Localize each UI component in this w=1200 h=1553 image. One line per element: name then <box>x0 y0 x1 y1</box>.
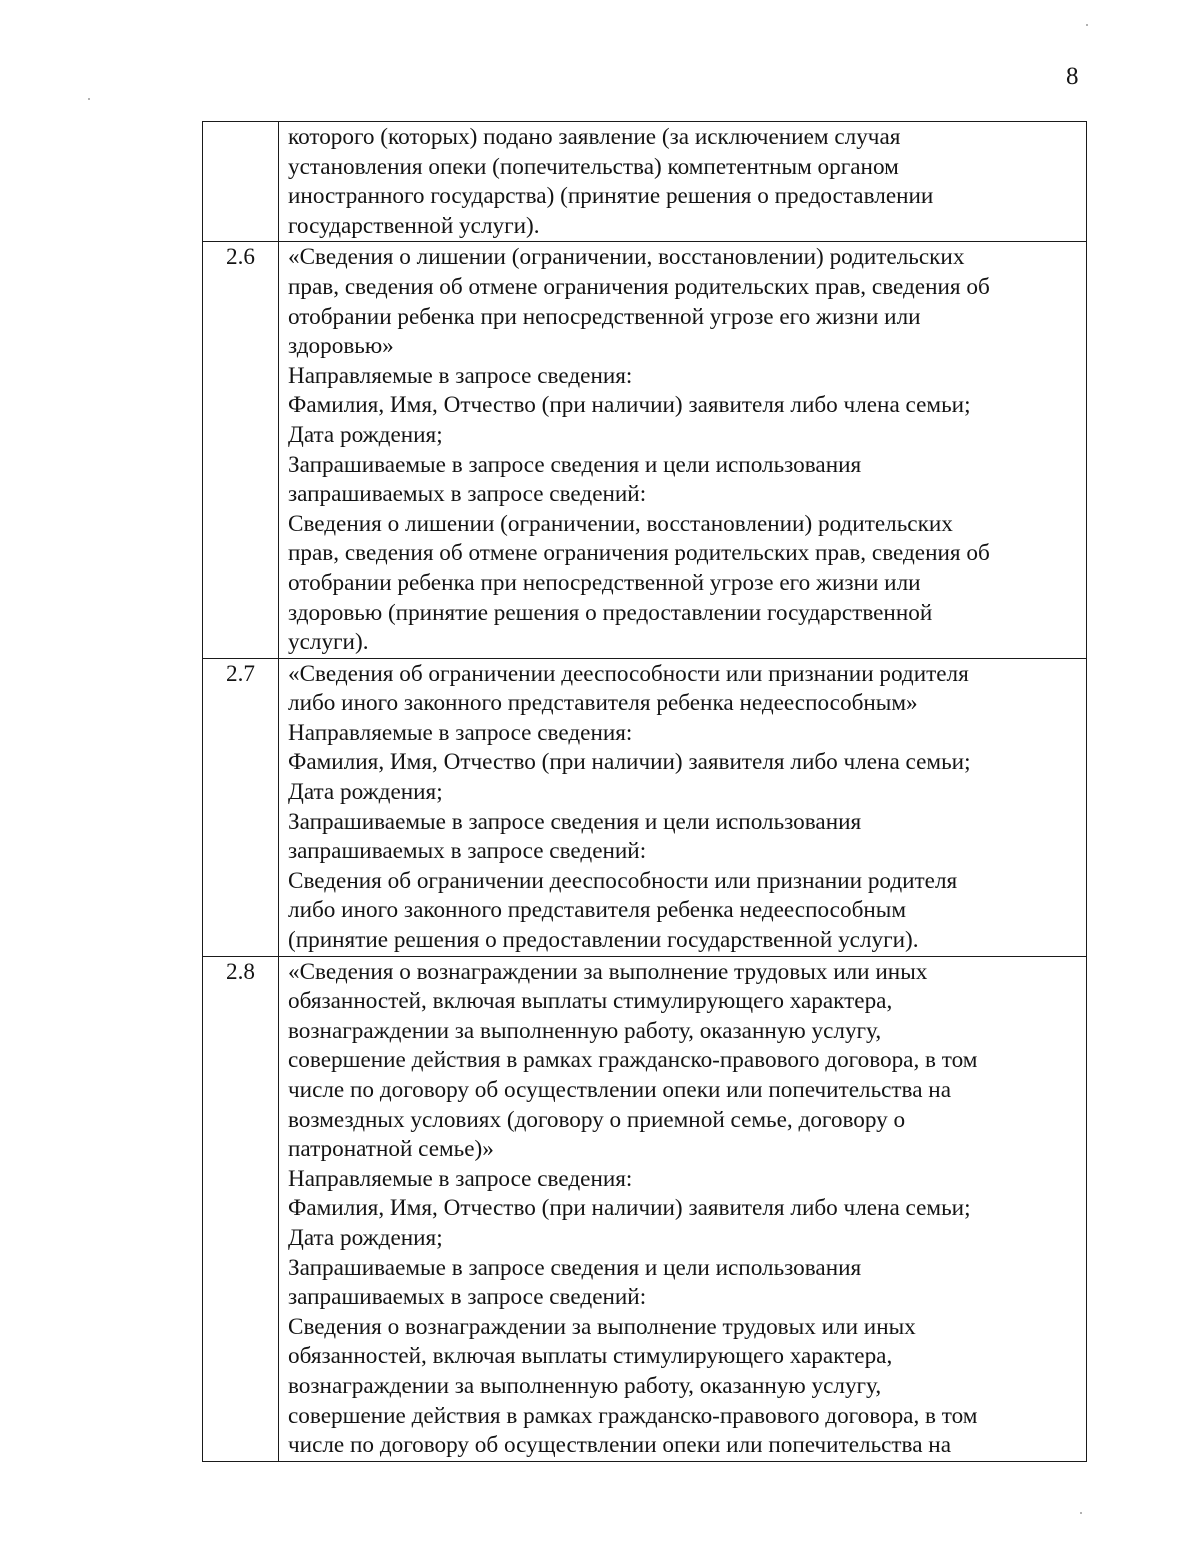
table-row <box>203 956 1087 1461</box>
text-line: установления опеки (попечительства) компетентным органом <box>288 153 899 180</box>
row-number: 2.6 <box>203 242 279 658</box>
table-row <box>203 242 1087 658</box>
text-line: услуги). <box>288 629 369 656</box>
text-line: запрашиваемых в запросе сведений: <box>288 1284 647 1311</box>
row-description <box>279 658 1087 956</box>
table-row <box>203 122 1087 242</box>
text-line: вознаграждении за выполненную работу, оказанную услугу, <box>288 1372 882 1399</box>
text-line: либо иного законного представителя ребенка недееспособным» <box>288 690 918 717</box>
row-description <box>279 122 1087 242</box>
text-line: обязанностей, включая выплаты стимулирующего характера, <box>288 988 893 1015</box>
page-number: 8 <box>1066 63 1079 90</box>
text-line: Сведения о вознаграждении за выполнение трудовых или иных <box>288 1313 916 1340</box>
text-line: числе по договору об осуществлении опеки или попечительства на <box>288 1432 951 1459</box>
scan-speck <box>1080 1512 1082 1514</box>
text-line: Направляемые в запросе сведения: <box>288 719 633 746</box>
text-line: которого (которых) подано заявление (за исключением случая <box>288 124 901 150</box>
text-line: Сведения об ограничении дееспособности или признании родителя <box>288 867 958 894</box>
text-line: отобрании ребенка при непосредственной угрозе его жизни или <box>288 303 921 330</box>
text-line: здоровью» <box>288 333 394 360</box>
text-line: обязанностей, включая выплаты стимулирующего характера, <box>288 1343 893 1370</box>
text-line: прав, сведения об отмене ограничения родительских прав, сведения об <box>288 540 990 567</box>
text-line: Фамилия, Имя, Отчество (при наличии) заявителя либо члена семьи; <box>288 749 971 776</box>
text-line: патронатной семье)» <box>288 1136 494 1163</box>
text-line: Запрашиваемые в запросе сведения и цели использования <box>288 451 862 478</box>
text-line: иностранного государства) (принятие решения о предоставлении <box>288 183 934 210</box>
row-description <box>279 956 1087 1461</box>
scan-speck <box>88 98 90 100</box>
table-row <box>203 658 1087 956</box>
row-number <box>203 122 279 242</box>
text-line: государственной услуги). <box>288 212 540 239</box>
text-line: совершение действия в рамках гражданско-правового договора, в том <box>288 1047 978 1074</box>
data-requests-table <box>202 121 1087 1462</box>
text-line: отобрании ребенка при непосредственной угрозе его жизни или <box>288 569 921 596</box>
scan-speck <box>1086 24 1088 26</box>
text-line: вознаграждении за выполненную работу, оказанную услугу, <box>288 1017 882 1044</box>
text-line: Фамилия, Имя, Отчество (при наличии) заявителя либо члена семьи; <box>288 392 971 419</box>
text-line: «Сведения о лишении (ограничении, восстановлении) родительских <box>288 244 965 271</box>
text-line: Дата рождения; <box>288 421 443 448</box>
text-line: здоровью (принятие решения о предоставлении государственной <box>288 599 933 626</box>
text-line: Направляемые в запросе сведения: <box>288 362 633 389</box>
text-line: «Сведения об ограничении дееспособности или признании родителя <box>288 660 969 687</box>
text-line: Дата рождения; <box>288 779 443 806</box>
text-line: запрашиваемых в запросе сведений: <box>288 481 647 508</box>
row-number: 2.7 <box>203 658 279 956</box>
row-number: 2.8 <box>203 956 279 1461</box>
text-line: числе по договору об осуществлении опеки или попечительства на <box>288 1077 951 1103</box>
text-line: (принятие решения о предоставлении государственной услуги). <box>288 927 919 954</box>
text-line: Запрашиваемые в запросе сведения и цели использования <box>288 808 862 835</box>
row-description <box>279 242 1087 658</box>
text-line: Направляемые в запросе сведения: <box>288 1165 633 1192</box>
text-line: возмездных условиях (договору о приемной семье, договору о <box>288 1106 906 1133</box>
text-line: Сведения о лишении (ограничении, восстановлении) родительских <box>288 510 953 537</box>
text-line: прав, сведения об отмене ограничения родительских прав, сведения об <box>288 273 990 300</box>
text-line: «Сведения о вознаграждении за выполнение трудовых или иных <box>288 958 928 985</box>
text-line: либо иного законного представителя ребенка недееспособным <box>288 897 907 924</box>
table-body <box>203 122 1087 1462</box>
text-line: совершение действия в рамках гражданско-правового договора, в том <box>288 1402 978 1429</box>
text-line: Дата рождения; <box>288 1224 443 1251</box>
text-line: Фамилия, Имя, Отчество (при наличии) заявителя либо члена семьи; <box>288 1195 971 1222</box>
text-line: запрашиваемых в запросе сведений: <box>288 838 647 865</box>
text-line: Запрашиваемые в запросе сведения и цели использования <box>288 1254 862 1281</box>
